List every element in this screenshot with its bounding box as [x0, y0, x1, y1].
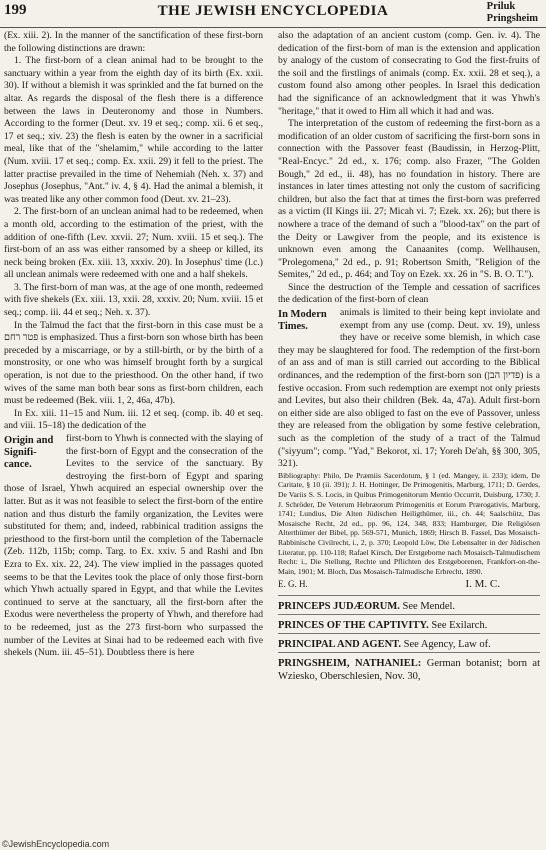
paragraph: Since the destruction of the Temple and cessation of sacrifices the dedication of the first-born of clean	[278, 281, 540, 306]
entry-principal-agent	[278, 638, 540, 651]
paragraph: The interpretation of the custom of redeeming the first-born as a modification of an older custom of sacrificing the first-born sons in connection with the Passover feast (Baudissin, in Herzog-Plitt, "Real-Encyc." 2d ed., x. 176; comp. also Frazer, "The Golden Bough," 2d ed., ii. 48), has no foundation in history. There are instances in later times attesting not only the custom of sacrificing children, but also the fact that at times the first-born was preferred as a victim (II Kings iii. 27; Micah vi. 7; Ezek. xx. 26); but there is nowhere a trace of the demand of such a "blood-tax" on the part of the Deity or Lawgiver from the people, and its existence is unknown even among the Canaanites (comp. Wellhausen, "Prolegomena," 2d ed., p. 91; Robertson Smith, "Religion of the Semites," 2d ed., p. 464; and Toy on Ezek. xx. 26 in "S. B. O. T.").	[278, 118, 540, 281]
entry-princeps	[278, 600, 540, 613]
section-rule	[278, 614, 540, 615]
paragraph: In Ex. xiii. 11–15 and Num. iii. 12 et seq. (comp. ib. 40 et seq. and viii. 15–18) the dedication of the	[4, 407, 263, 432]
entry-heading: PRINCEPS JUDÆORUM.	[278, 600, 400, 612]
right-column	[278, 30, 540, 683]
sidenote-origin: Origin and Signifi-cance.	[4, 435, 54, 470]
entry-crossref: See Mendel.	[399, 600, 456, 612]
catchword-last: Pringsheim	[486, 13, 538, 24]
paragraph: 3. The first-born of man was, at the age of one month, redeemed with five shekels (Ex. xiii. 13, xxii. 28, xxxiv. 20; Num. xviii. 15 et seq.; comp. iii. 44 et seq.; Neh. x. 37).	[4, 281, 263, 319]
signature-line	[278, 578, 540, 591]
paragraph-text: first-born to Yhwh is connected with the slaying of the first-born of Egypt and the consecration of the Levites to the service of the sanctuary. By destroying the first-born of Egypt and sparing those of Israel, Yhwh acquired an especial ownership over the latter. But as it was not feasible to select the first-born of the entire nation and thus disturb the family organization, the Levites were substituted for them; and, indeed, rabbinical tradition assigns the priesthood to the first-born until the completion of the Tabernacle (Zeb. 112b, 115b; comp. Targ. to Ex. xxiv. 5 and Rashi and Ibn Ezra to Ex. xix. 22, 24). The view implied in the passages quoted seems to be that the Levites took the place of only those first-born which Yhwh actually spared in Egypt, and that while the Levites continued to serve at the sanctuary, all the first-born after the Exodus were nevertheless the property of Yhwh, and therefore had to be redeemed, just as the 273 first-born who surpassed the number of the Levites at Sinai had to be redeemed each with five shekels (Num. iii. 45–51). Doubtless there is here	[4, 433, 263, 659]
paragraph-with-sidenote	[4, 433, 263, 660]
left-column	[4, 30, 263, 660]
sidenote-modern-times: In Modern Times.	[278, 309, 327, 333]
paragraph-with-sidenote	[278, 307, 540, 471]
paragraph-text: animals is limited to their being kept inviolate and exempt from any use (comp. Deut. xv. 19), unless they have or receive some blemish, in which case they may be slaughtered for food. The redemption of the first-born of an ass and of man is still carried out according to the Biblical ordinances, and the redemption of the first-born son (פדיון הבן) is a festive occasion. From such redemption are exempt not only priests and Levites, but also their children (Bek. 4a, 47a). Adult first-born on either side are also obliged to fast on the eve of Passover, unless they are released from the obligation by some festive celebration, such as the completion of the study of a tract of the Talmud ("siyyum"; comp. "Yad," Bekorot, xi. 17; Yoreh De'ah, §§ 300, 305, 321).	[278, 307, 541, 470]
paragraph: (Ex. xiii. 2). In the manner of the sanctification of these first-born the following distinctions are drawn:	[4, 30, 263, 54]
entry-heading: PRINCIPAL AND AGENT.	[278, 638, 402, 650]
signature-initials-left: E. G. H.	[278, 579, 308, 590]
entry-text: German botanist; born at Wziesko, Oberschlesien, Nov. 30,	[278, 657, 540, 682]
signature-initials-right: I. M. C.	[465, 578, 500, 591]
entry-heading: PRINCES OF THE CAPTIVITY.	[278, 619, 429, 631]
paragraph: In the Talmud the fact that the first-born in this case must be a פטר רחם is emphasized. Thus a first-born son whose birth has been preceded by a miscarriage, or by a still-birth, or by the birth of a monstrosity, or one who was himself brought forth by a surgical operation, is not due to the priesthood. On the other hand, if two wives of the same man both bear sons as first-born children, each must be redeemed (Bek. viii. 1, 2, 46a, 47b).	[4, 319, 264, 407]
running-title: THE JEWISH ENCYCLOPEDIA	[157, 3, 389, 19]
header-rule	[0, 27, 546, 28]
paragraph: 1. The first-born of a clean animal had to be brought to the sanctuary within a year from the eighth day of its birth (Ex. xxii. 30). If without a blemish it was sprinkled and the fat burned on the altar. As regards the disposal of the flesh there is a difference between the laws in Deuteronomy and those in Numbers. According to the former (Deut. xv. 19 et seq.; comp. xii. 6 et seq., 17 et seq.; xiv. 23) the flesh is eaten by the owner in a sacrificial meal, like that of the "shelamim," while according to the latter (Num. xviii. 17 et seq.; comp. Ex. xxii. 29) it fell to the priest. The latter practise prevailed in the time of Nehemiah (Neh. x. 37) and Josephus (Josephus, "Ant." iv. 4, § 4). Had the animal a blemish, it was treated like any other common food (Deut. xv. 21–23).	[4, 55, 263, 205]
page-header	[0, 0, 546, 34]
page-number: 199	[4, 2, 27, 18]
entry-heading: PRINGSHEIM, NATHANIEL:	[278, 657, 422, 669]
catchword-first: Priluk	[486, 1, 516, 12]
section-rule	[278, 652, 540, 653]
entry-pringsheim	[278, 657, 540, 683]
bibliography: Bibliography: Philo, De Præmiis Sacerdotum, § 1 (ed. Mangey, ii. 233); idem, De Caritate, § 10 (ii. 391); J. H. Hottinger, De Primogenitis, Marburg, 1711; D. Gerdes, De Variis S. S. Locis, in Quibus Primogenitorum Mentio Occurrit, Duisburg, 1730; J. J. Schröder, De Veterum Hebræorum Primogenitis et Eorum Prærogativis, Marburg, 1741; Lundius, Die Alten Jüdischen Heiligthümer, iii., ch. 44; Saalschütz, Das Mosaische Recht, 2d ed., pp. 96, 124, 348, 833; Hamburger, Die Religiösen Alterthümer der Bibel, pp. 569-571, Munich, 1869; Hirsch B. Fassel, Das Mosaisch-Rabbinische Civilrecht, i., 2, p. 370; Leopold Löw, Die Lebensalter in der Jüdischen Literatur, pp. 110-118; Rafael Kirsch, Der Erstgeborne nach Mosaisch-Talmudischem Recht: i., Die Stellung, Rechte und Pflichten des Erstgeborenen, Frankfort-on-the-Main, 1901; M. Bloch, Das Mosaisch-Talmudische Erbrecht, 1890.	[278, 470, 540, 576]
paragraph: also the adaptation of an ancient custom (comp. Gen. iv. 4). The dedication of the first-born of man is the extension and application by analogy of the custom of consecrating to God the first-fruits of the soil and the firstlings of animals (comp. Ex. xxii. 28 et seq.), a custom found also among other peoples. In Israel this dedication had the significance of an acknowledgment that it was Yhwh's "heritage," that it owed to Him all which it had and was.	[278, 30, 540, 117]
section-rule	[278, 595, 540, 596]
entry-crossref: See Exilarch.	[428, 619, 488, 631]
catchwords	[487, 1, 538, 25]
entry-princes-captivity	[278, 619, 540, 632]
watermark: ©JewishEncyclopedia.com	[2, 839, 110, 849]
section-rule	[278, 633, 540, 634]
entry-crossref: See Agency, Law of.	[401, 638, 491, 650]
paragraph: 2. The first-born of an unclean animal had to be redeemed, when a month old, according to the estimation of the priest, with the addition of one-fifth (Lev. xxvii. 27; Num. xviii. 15 et seq.). The first-born of an ass was either ransomed by a sheep or killed, its neck being broken (Ex. xiii. 13, xxxiv. 20). In Josephus' time (l.c.) all unclean animals were redeemed with one and a half shekels.	[4, 206, 263, 281]
